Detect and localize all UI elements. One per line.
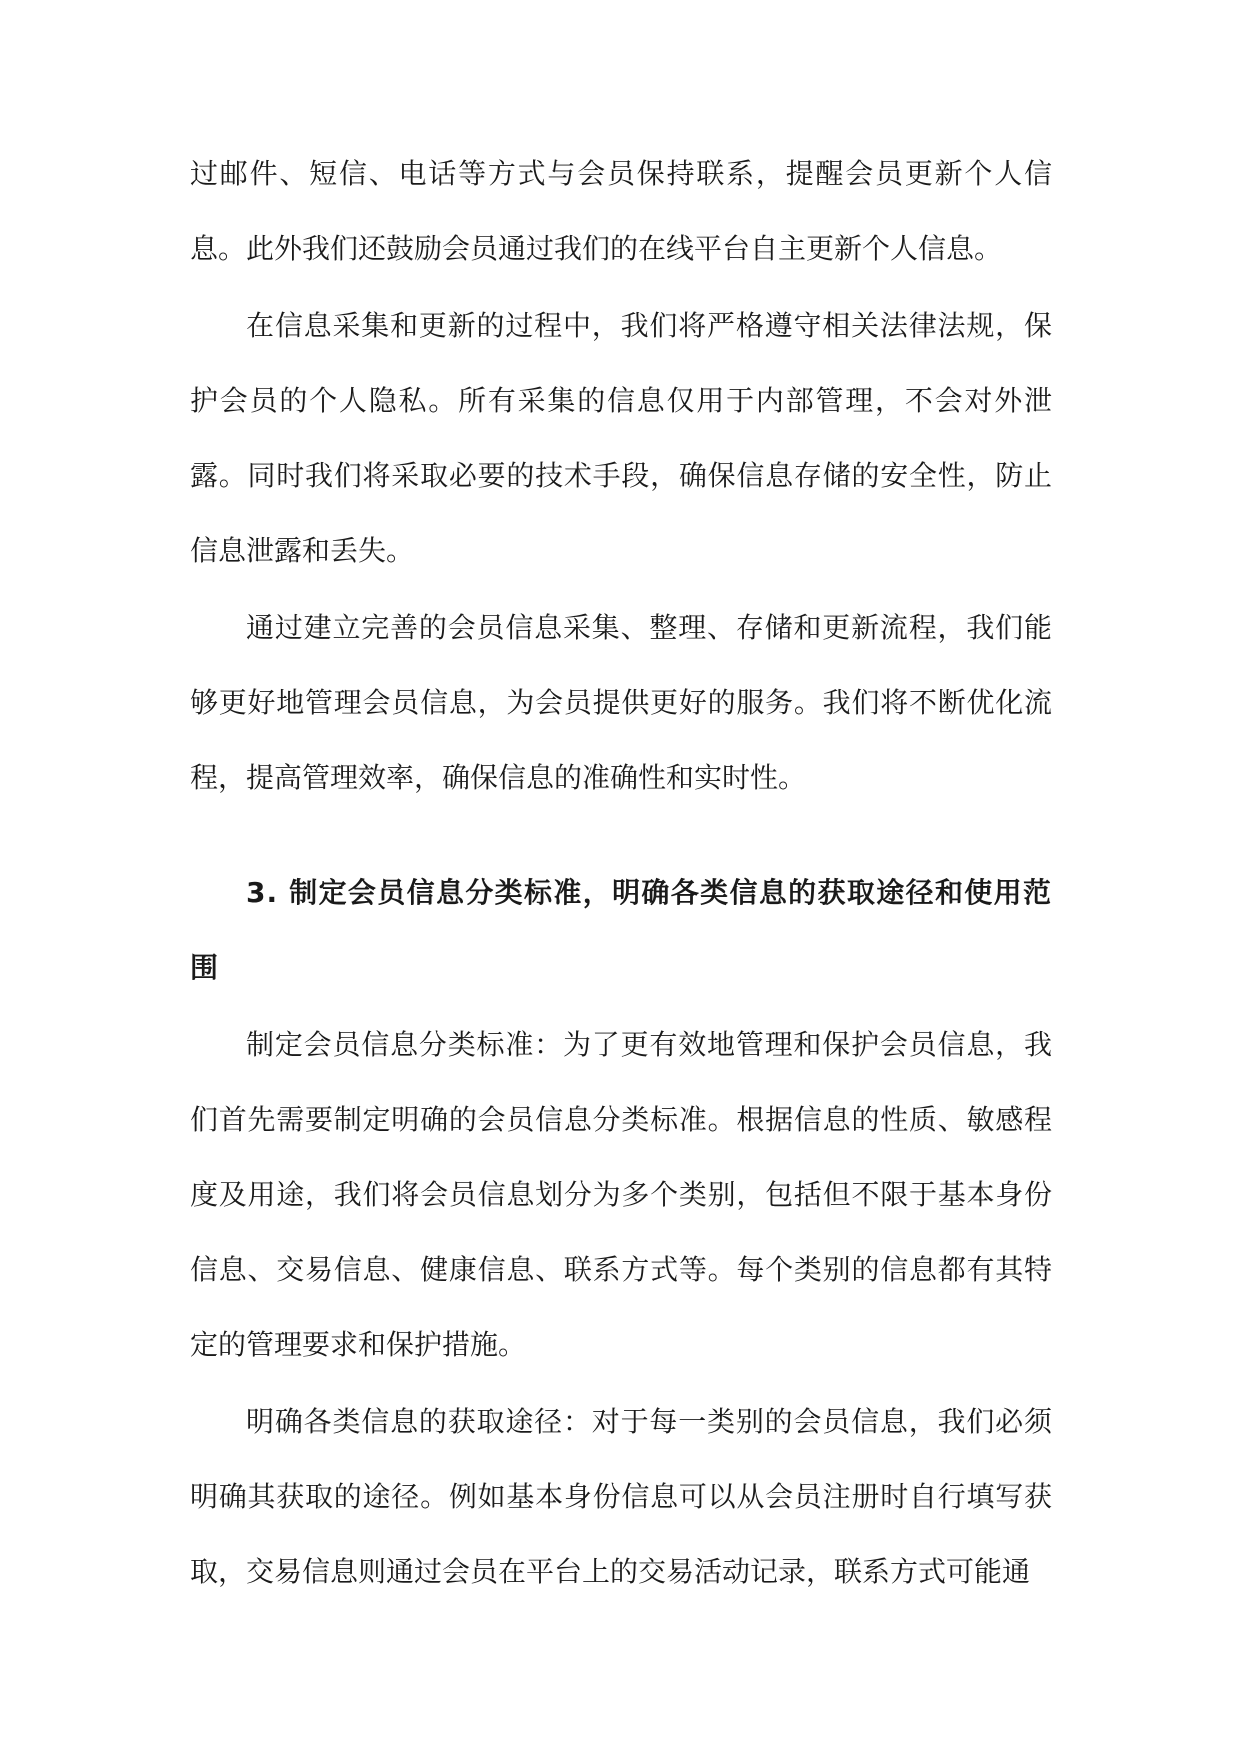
paragraph-acquisition: 明确各类信息的获取途径：对于每一类别的会员信息，我们必须明确其获取的途径。例如基本身份信息可以从会员注册时自行填写获取，交易信息则通过会员在平台上的交易活动记录，联系方式可能通 [190,1405,1052,1588]
paragraph-classification: 制定会员信息分类标准：为了更有效地管理和保护会员信息，我们首先需要制定明确的会员信息分类标准。根据信息的性质、敏感程度及用途，我们将会员信息划分为多个类别，包括但不限于基本身份信息、交易信息、健康信息、联系方式等。每个类别的信息都有其特定的管理要求和保护措施。 [190,1028,1052,1361]
document-body [190,136,1052,1611]
section-heading: 3. 制定会员信息分类标准，明确各类信息的获取途径和使用范围 [190,876,1052,984]
paragraph-summary: 通过建立完善的会员信息采集、整理、存储和更新流程，我们能够更好地管理会员信息，为会员提供更好的服务。我们将不断优化流程，提高管理效率，确保信息的准确性和实时性。 [190,611,1052,794]
paragraph-privacy: 在信息采集和更新的过程中，我们将严格遵守相关法律法规，保护会员的个人隐私。所有采集的信息仅用于内部管理，不会对外泄露。同时我们将采取必要的技术手段，确保信息存储的安全性，防止信息泄露和丢失。 [190,309,1052,567]
paragraph-continued: 过邮件、短信、电话等方式与会员保持联系，提醒会员更新个人信息。此外我们还鼓励会员通过我们的在线平台自主更新个人信息。 [190,157,1052,265]
